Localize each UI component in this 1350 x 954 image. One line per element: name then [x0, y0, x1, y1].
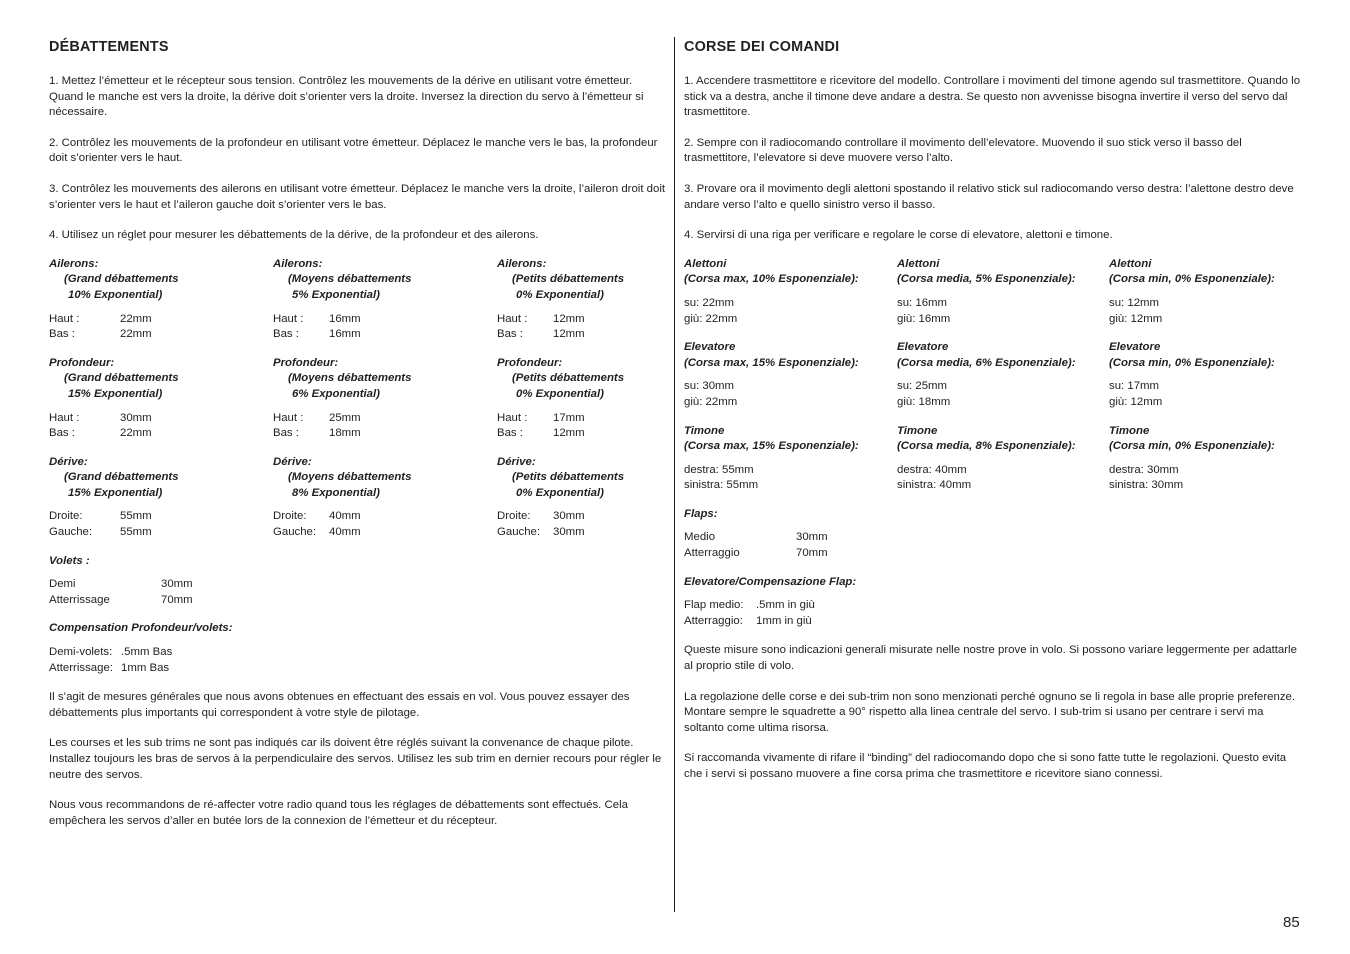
french-paragraph: 3. Contrôlez les mouvements des ailerons en utilisant votre émetteur. Déplacez le manche vers la droite, l’aileron droit doit s’orienter vers le haut et l’aileron gauche doit s’orienter vers le bas. — [49, 182, 666, 211]
rate-row: su: 16mm — [897, 296, 948, 309]
rate-row: su: 17mm — [1109, 380, 1160, 393]
rate-row: Droite: 40mm — [273, 510, 361, 523]
rate-subheading: (Corsa max, 15% Esponenziale): — [684, 440, 859, 453]
rate-block — [897, 257, 1109, 327]
french-paragraph: Il s’agit de mesures générales que nous avons obtenues en effectuant des essais en vol. Vous pouvez essayer des débattements plus importants qui correspondent à votre style de pilotage. — [49, 691, 630, 719]
rate-subheading: (Corsa min, 0% Esponenziale): — [1109, 273, 1275, 286]
french-paragraph: 1. Mettez l’émetteur et le récepteur sous tension. Contrôlez les mouvements de la dérive en utilisant votre émetteur. Quand le manche est vers la droite, la dérive doit s’orienter vers la droite. Inversez la direction du servo à l’émetteur si nécessaire. — [49, 75, 644, 119]
rate-row: Droite: 55mm — [49, 510, 152, 523]
rate-heading: Profondeur: — [49, 356, 115, 369]
rate-heading: Ailerons: — [273, 257, 323, 270]
compensation-block — [49, 621, 669, 676]
rate-row: Bas : 12mm — [497, 328, 585, 341]
rate-subheading: (Moyens débattements — [288, 471, 412, 484]
rate-block — [273, 356, 497, 442]
rate-block — [49, 455, 273, 541]
italian-rates-grid — [684, 257, 1306, 507]
rate-row: destra: 55mm — [684, 463, 754, 476]
rate-block — [273, 455, 497, 541]
rate-row: Gauche: 40mm — [273, 526, 361, 539]
rate-row: su: 12mm — [1109, 296, 1160, 309]
rate-subheading: (Corsa max, 10% Esponenziale): — [684, 273, 859, 286]
rate-subheading: (Corsa media, 6% Esponenziale): — [897, 356, 1076, 369]
rate-row: Haut : 22mm — [49, 312, 152, 325]
volets-row: Atterrissage 70mm — [49, 593, 193, 606]
rate-row: giù: 12mm — [1109, 312, 1163, 325]
rate-subheading: (Petits débattements — [512, 273, 625, 286]
rate-heading: Alettoni — [684, 257, 727, 270]
flaps-block — [684, 507, 1306, 562]
rate-row: Haut : 17mm — [497, 411, 585, 424]
rate-heading: Ailerons: — [49, 257, 99, 270]
rate-subheading: (Grand débattements — [64, 372, 179, 385]
italian-paragraph: La regolazione delle corse e dei sub-trim non sono menzionati perché ognuno se li regola in base alle proprie preferenze. Montare sempre le squadrette a 90° rispetto alla linea centrale del servo. I sub-trim si usano per centrare i servi ma soltanto come ultima risorsa. — [684, 690, 1296, 734]
rate-heading: Dérive: — [497, 455, 536, 468]
rate-row: Bas : 22mm — [49, 328, 152, 341]
compensation-heading: Compensation Profondeur/volets: — [49, 622, 233, 635]
rate-row: giù: 22mm — [684, 395, 738, 408]
rate-expo: 5% Exponential) — [292, 288, 380, 301]
french-paragraph: Nous vous recommandons de ré-affecter votre radio quand tous les réglages de débattements sont effectués. Cela empêchera les servos d’aller en butée lors de la connexion de l’émetteur et du récepteur. — [49, 799, 628, 827]
rate-block — [897, 424, 1109, 494]
rate-block — [49, 356, 273, 442]
rate-block — [684, 257, 897, 327]
rate-block — [1109, 257, 1306, 327]
rate-row: su: 25mm — [897, 380, 948, 393]
rate-row: Droite: 30mm — [497, 510, 585, 523]
rate-block — [497, 257, 669, 343]
rate-expo: 6% Exponential) — [292, 387, 380, 400]
rate-subheading: (Corsa media, 8% Esponenziale): — [897, 440, 1076, 453]
rate-subheading: (Petits débattements — [512, 471, 625, 484]
flap-compensation-row: Atterraggio: 1mm in giù — [684, 614, 812, 627]
rate-row: giù: 22mm — [684, 312, 738, 325]
volets-row: Demi 30mm — [49, 578, 193, 591]
rate-row: su: 30mm — [684, 380, 735, 393]
flaps-heading: Flaps: — [684, 507, 718, 520]
rate-block — [1109, 340, 1306, 410]
rate-block — [49, 257, 273, 343]
rate-subheading: (Moyens débattements — [288, 273, 412, 286]
rate-row: destra: 30mm — [1109, 463, 1179, 476]
rate-row: giù: 12mm — [1109, 395, 1163, 408]
rate-block — [497, 455, 669, 541]
rate-expo: 0% Exponential) — [516, 486, 604, 499]
italian-section-title: CORSE DEI COMANDI — [684, 39, 840, 55]
french-column — [49, 38, 669, 844]
rate-block — [684, 424, 897, 494]
rate-row: Bas : 18mm — [273, 427, 361, 440]
rate-row: Haut : 25mm — [273, 411, 361, 424]
rate-row: Bas : 12mm — [497, 427, 585, 440]
rate-block — [273, 257, 497, 343]
french-paragraph: 4. Utilisez un réglet pour mesurer les débattements de la dérive, de la profondeur et des ailerons. — [49, 229, 539, 242]
rate-row: Haut : 30mm — [49, 411, 152, 424]
french-rates-grid — [49, 257, 669, 554]
rate-heading: Dérive: — [49, 455, 88, 468]
rate-heading: Alettoni — [1109, 257, 1152, 270]
french-paragraph: 2. Contrôlez les mouvements de la profondeur en utilisant votre émetteur. Déplacez le manche vers le bas, la profondeur doit s’orienter vers le haut. — [49, 136, 658, 165]
rate-heading: Timone — [1109, 424, 1150, 437]
rate-row: sinistra: 40mm — [897, 479, 972, 492]
rate-heading: Elevatore — [1109, 341, 1161, 354]
italian-paragraph: 4. Servirsi di una riga per verificare e regolare le corse di elevatore, alettoni e timone. — [684, 229, 1113, 242]
rate-heading: Elevatore — [684, 341, 736, 354]
rate-expo: 0% Exponential) — [516, 387, 604, 400]
rate-heading: Dérive: — [273, 455, 312, 468]
rate-expo: 15% Exponential) — [68, 486, 163, 499]
flap-compensation-block — [684, 575, 1306, 630]
rate-block — [497, 356, 669, 442]
rate-row: Bas : 22mm — [49, 427, 152, 440]
rate-row: giù: 18mm — [897, 395, 951, 408]
rate-subheading: (Grand débattements — [64, 273, 179, 286]
italian-column — [684, 38, 1306, 798]
rate-row: giù: 16mm — [897, 312, 951, 325]
rate-block — [1109, 424, 1306, 494]
rate-row: sinistra: 55mm — [684, 479, 759, 492]
rate-subheading: (Grand débattements — [64, 471, 179, 484]
rate-expo: 15% Exponential) — [68, 387, 163, 400]
rate-row: Gauche: 30mm — [497, 526, 585, 539]
italian-paragraph: Si raccomanda vivamente di rifare il “binding” del radiocomando dopo che si sono fatte tutte le regolazioni. Questo evita che i servi si possano muovere a fine corsa prima che trasmettitore e ricevitore siano connessi. — [684, 752, 1287, 780]
rate-block — [897, 340, 1109, 410]
rate-expo: 0% Exponential) — [516, 288, 604, 301]
rate-subheading: (Petits débattements — [512, 372, 625, 385]
rate-heading: Alettoni — [897, 257, 940, 270]
rate-heading: Timone — [897, 424, 938, 437]
rate-row: destra: 40mm — [897, 463, 967, 476]
rate-heading: Profondeur: — [497, 356, 563, 369]
rate-heading: Profondeur: — [273, 356, 339, 369]
rate-row: Gauche: 55mm — [49, 526, 152, 539]
rate-row: su: 22mm — [684, 296, 735, 309]
rate-row: Haut : 12mm — [497, 312, 585, 325]
compensation-row: Demi-volets: .5mm Bas — [49, 646, 173, 659]
rate-expo: 8% Exponential) — [292, 486, 380, 499]
french-paragraph: Les courses et les sub trims ne sont pas indiqués car ils doivent être réglés suivant la convenance de chaque pilote. Installez toujours les bras de servos à la perpendiculaire des servos. Utilisez les sub trim en dernier recours pour régler le neutre des servos. — [49, 737, 662, 781]
rate-subheading: (Corsa max, 15% Esponenziale): — [684, 356, 859, 369]
rate-heading: Timone — [684, 424, 725, 437]
flaps-row: Medio 30mm — [684, 531, 828, 544]
italian-paragraph: 2. Sempre con il radiocomando controllare il movimento dell’elevatore. Muovendo il suo stick verso il basso del trasmettitore, l’elevatore si deve muovere verso l’alto. — [684, 136, 1242, 165]
rate-row: sinistra: 30mm — [1109, 479, 1184, 492]
column-divider — [674, 37, 675, 912]
rate-row: Bas : 16mm — [273, 328, 361, 341]
italian-paragraph: 1. Accendere trasmettitore e ricevitore del modello. Controllare i movimenti del timone agendo sul trasmettitore. Quando lo stick va a destra, anche il timone deve andare a destra. Se questo non avvenisse bisogna invertire il verso del servo dal trasmettitore. — [684, 75, 1301, 119]
rate-subheading: (Corsa min, 0% Esponenziale): — [1109, 440, 1275, 453]
rate-subheading: (Moyens débattements — [288, 372, 412, 385]
volets-heading: Volets : — [49, 554, 90, 567]
rate-row: Haut : 16mm — [273, 312, 361, 325]
volets-block — [49, 554, 669, 609]
flap-compensation-row: Flap medio: .5mm in giù — [684, 599, 815, 612]
rate-block — [684, 340, 897, 410]
rate-expo: 10% Exponential) — [68, 288, 163, 301]
rate-subheading: (Corsa min, 0% Esponenziale): — [1109, 356, 1275, 369]
rate-heading: Ailerons: — [497, 257, 547, 270]
rate-subheading: (Corsa media, 5% Esponenziale): — [897, 273, 1076, 286]
page-number: 85 — [1283, 914, 1300, 931]
compensation-row: Atterrissage: 1mm Bas — [49, 661, 170, 674]
rate-heading: Elevatore — [897, 341, 949, 354]
french-section-title: DÉBATTEMENTS — [49, 39, 169, 55]
italian-paragraph: Queste misure sono indicazioni generali misurate nelle nostre prove in volo. Si possono variare leggermente per adattarle al proprio stile di volo. — [684, 644, 1297, 673]
flaps-row: Atterraggio 70mm — [684, 547, 828, 560]
flap-compensation-heading: Elevatore/Compensazione Flap: — [684, 575, 857, 588]
italian-paragraph: 3. Provare ora il movimento degli alettoni spostando il relativo stick sul radiocomando verso destra: l’alettone destro deve andare verso l’alto e quello sinistro verso il basso. — [684, 182, 1294, 211]
